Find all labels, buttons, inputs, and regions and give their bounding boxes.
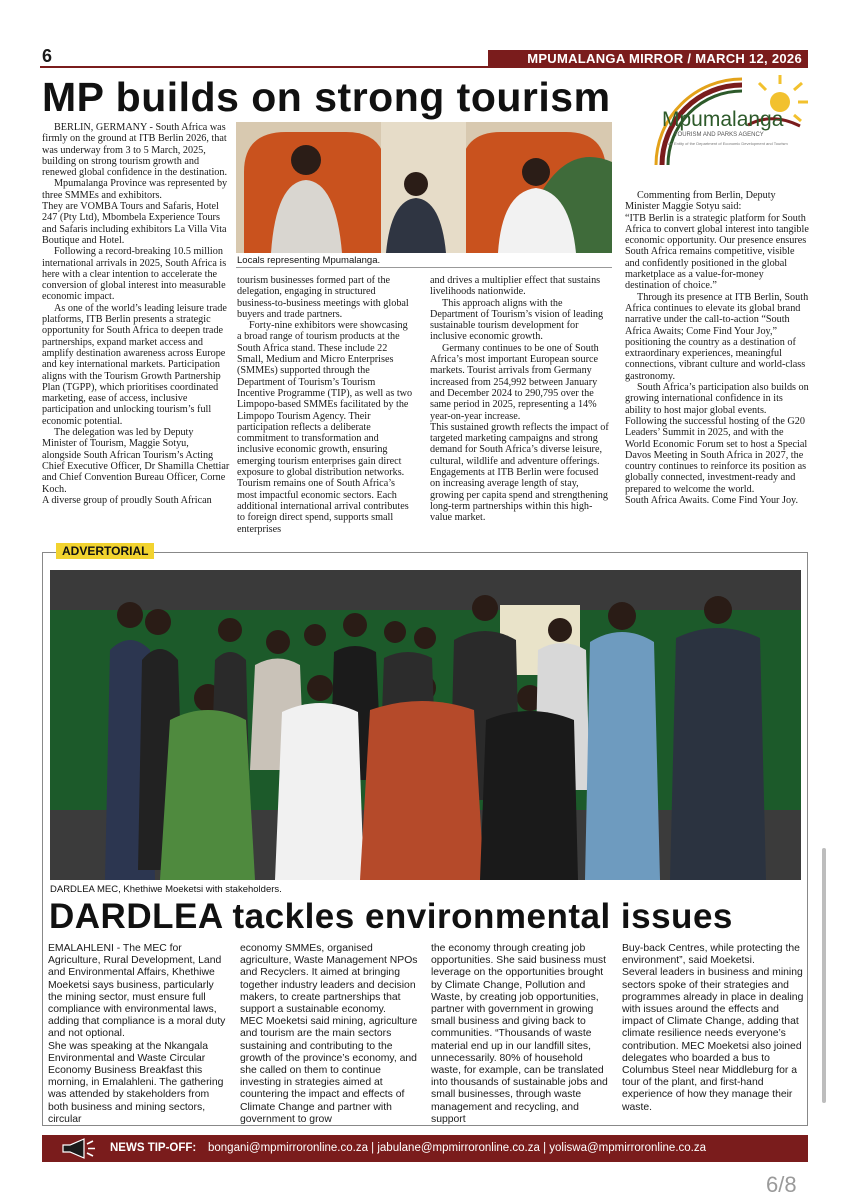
paragraph: Mpumalanga Province was represented by three SMMEs and exhibitors.	[42, 178, 228, 201]
paragraph: Following a record-breaking 10.5 million international arrivals in 2025, South Africa is here with a clear intention to accelerate the conversion of global interest into measurable economic impact.	[42, 246, 227, 303]
paragraph: Forty-nine exhibitors were showcasing a broad range of tourism products at the South Africa stand. These include 22 Small, Medium and Micro Enterprises (SMMEs) supported through the Department of Tourism’s Tourism Incentive Programme (TIP), as well as two Limpopo-based SMMEs facilitated by the Limpopo Tourism Agency. Their participation reflects a deliberate commitment to transformation and inclusive economic growth, ensuring emerging tourism enterprises gain direct exposure to global distribution networks.	[237, 320, 413, 479]
tipoff-label: NEWS TIP-OFF:	[110, 1142, 197, 1154]
locals-photo	[236, 122, 612, 253]
paragraph: South Africa’s participation also builds on growing international confidence in its ability to host major global events.	[625, 382, 809, 416]
paragraph: As one of the world’s leading leisure trade platforms, ITB Berlin presents a strategic opportunity for South Africa to deepen trade partnerships, expand market access and amplify destination awareness across Europe and key international markets. Participation aligns with the Tourism Growth Partnership Plan (TGPP), which prioritises coordinated marketing, ease of access, inclusive participation and unlocking tourism’s full economic potential.	[42, 302, 227, 427]
paragraph: Several leaders in business and mining sectors spoke of their strategies and programmes already in place in dealing with issues around the effects and impact of Climate Change, adding that climate resilience needs everyone’s contribution. MEC Moeketsi also joined delegates who boarded a bus to Columbus Steel near Middleburg for a tour of the plant, and first-hand experience of how they manage their waste.	[622, 967, 804, 1113]
paragraph: Germany continues to be one of South Africa’s most important European source markets. Tourist arrivals from Germany increased from 254,992 between January and December 2024 to 290,795 over the same period in 2025, representing a 14% year-on-year increase.	[430, 342, 599, 422]
advertorial-label: ADVERTORIAL	[56, 543, 154, 559]
advertorial-column-4	[622, 943, 804, 1114]
header-rule	[40, 66, 808, 68]
paragraph: Tourism remains one of South Africa’s most impactful economic sectors. Each additional international arrival contributes to foreign direct spend, supports small enterprises	[237, 478, 409, 535]
paragraph: She was speaking at the Nkangala Environmental and Waste Circular Economy Business Breakfast this morning, in Emalahleni. The gathering was attended by stakeholders from both business and mining sectors, circular	[48, 1040, 224, 1125]
advertorial-photo-caption: DARDLEA MEC, Khethiwe Moeketsi with stakeholders.	[50, 884, 282, 895]
article-column-3	[430, 275, 610, 524]
photo-caption: Locals representing Mpumalanga.	[237, 255, 381, 266]
logo-tagline: An Entity of the Department of Economic Development and Tourism	[668, 141, 788, 146]
paragraph: Buy-back Centres, while protecting the environment”, said Moeketsi.	[622, 943, 800, 967]
article-column-2	[237, 275, 414, 535]
paragraph: The delegation was led by Deputy Minister of Tourism, Maggie Sotyu, alongside South African Tourism’s Acting Chief Executive Officer, Dr Shamilla Chettiar and Chief Convention Bureau Officer, Corne Koch.	[42, 427, 230, 495]
paragraph: A diverse group of proudly South African	[42, 494, 212, 506]
paragraph: Following the successful hosting of the G20 Leaders’ Summit in 2025, and with the World Economic Forum set to host a Special Davos Meeting in South Africa in 2027, the country continues to reinforce its position as globally connected, investment-ready and prepared to welcome the world.	[625, 415, 808, 495]
advertorial-column-3	[431, 943, 613, 1126]
advertorial-headline: DARDLEA tackles environmental issues	[49, 897, 733, 936]
paragraph: Through its presence at ITB Berlin, South Africa continues to elevate its global brand narrative under the call-to-action “South Africa Awaits; Come Find Your Joy,” positioning the country as a destination of extraordinary experiences, meaningful connections, vibrant culture and world-class gastronomy.	[625, 291, 809, 382]
tipoff-emails[interactable]: bongani@mpmirroronline.co.za | jabulane@mpmirroronline.co.za | yoliswa@mpmirroronline.co.za	[208, 1142, 707, 1154]
caption-divider	[236, 267, 612, 268]
news-tipoff-bar	[42, 1135, 808, 1162]
paragraph: tourism businesses formed part of the delegation, engaging in structured business-to-business meetings with global buyers and trade partners.	[237, 275, 409, 320]
paragraph: This approach aligns with the Department of Tourism’s vision of leading sustainable tourism development for inclusive economic growth.	[430, 297, 604, 343]
paragraph: the economy through creating job opportunities. She said business must leverage on the opportunities brought by Climate Change, Pollution and Waste, by creating job opportunities, partner with government in growing small business and giving back to communities. “Thousands of waste material end up in our landfill sites, unnecessarily. 80% of household waste, for example, can be translated into thousands of sustainable jobs and small businesses, through waste management and recycling, and support	[431, 943, 608, 1125]
paragraph: “ITB Berlin is a strategic platform for South Africa to convert global interest into tangible economic opportunity. Our presence ensures South Africa remains competitive, visible and confidently positioned in the global marketplace as a value-for-money destination of choice.”	[625, 212, 809, 292]
megaphone-icon	[60, 1138, 96, 1159]
advertorial-column-2	[240, 943, 422, 1126]
stakeholders-photo	[50, 570, 801, 880]
paragraph: MEC Moeketsi said mining, agriculture and tourism are the main sectors sustaining and contributing to the growth of the province’s economy, and she called on them to continue investing in strategies aimed at countering the impact and effects of Climate Change and partner with government to grow	[240, 1016, 418, 1125]
masthead-bar: MPUMALANGA MIRROR / MARCH 12, 2026	[488, 50, 808, 67]
logo-subtitle: TOURISM AND PARKS AGENCY	[674, 132, 764, 138]
article-column-4	[625, 190, 810, 506]
page-indicator: 6/8	[766, 1172, 797, 1197]
paragraph: This sustained growth reflects the impact of targeted marketing campaigns and strong demand for South Africa’s diverse leisure, cultural, wildlife and adventure offerings.	[430, 421, 609, 467]
paragraph: Commenting from Berlin, Deputy Minister Maggie Sotyu said:	[625, 190, 776, 213]
article-headline: MP builds on strong tourism	[42, 74, 611, 120]
paragraph: and drives a multiplier effect that sustains livelihoods nationwide.	[430, 275, 601, 298]
advertorial-column-1	[48, 943, 230, 1126]
logo-brand: Mpumalanga	[662, 108, 784, 131]
paragraph: South Africa Awaits. Come Find Your Joy.	[625, 495, 799, 507]
mpumalanga-logo	[622, 70, 812, 185]
page-number: 6	[42, 46, 53, 66]
scrollbar[interactable]	[822, 848, 826, 1103]
paragraph: Engagements at ITB Berlin were focused on increasing average length of stay, growing per capita spend and strengthening long-term partnerships within this high-value market.	[430, 467, 608, 524]
paragraph: EMALAHLENI - The MEC for Agriculture, Rural Development, Land and Environmental Affairs, Khethiwe Moeketsi says business, particularly the mining sector, must ensure full compliance with environmental laws, adding that compliance is a moral duty and not optional.	[48, 943, 226, 1040]
paragraph: They are VOMBA Tours and Safaris, Hotel 247 (Pty Ltd), Mbombela Experience Tours and Safaris including exhibitors La Villa Vita Boutique and Hotel.	[42, 201, 227, 246]
article-column-1	[42, 122, 230, 506]
paragraph: BERLIN, GERMANY - South Africa was firmly on the ground at ITB Berlin 2026, that was underway from 3 to 5 March, 2025, building on strong tourism growth and renewed global confidence in the destination.	[42, 122, 228, 179]
paragraph: economy SMMEs, organised agriculture, Waste Management NPOs and Recyclers. It aimed at bringing together industry leaders and decision makers, to create partnerships that support a sustainable economy.	[240, 943, 418, 1016]
